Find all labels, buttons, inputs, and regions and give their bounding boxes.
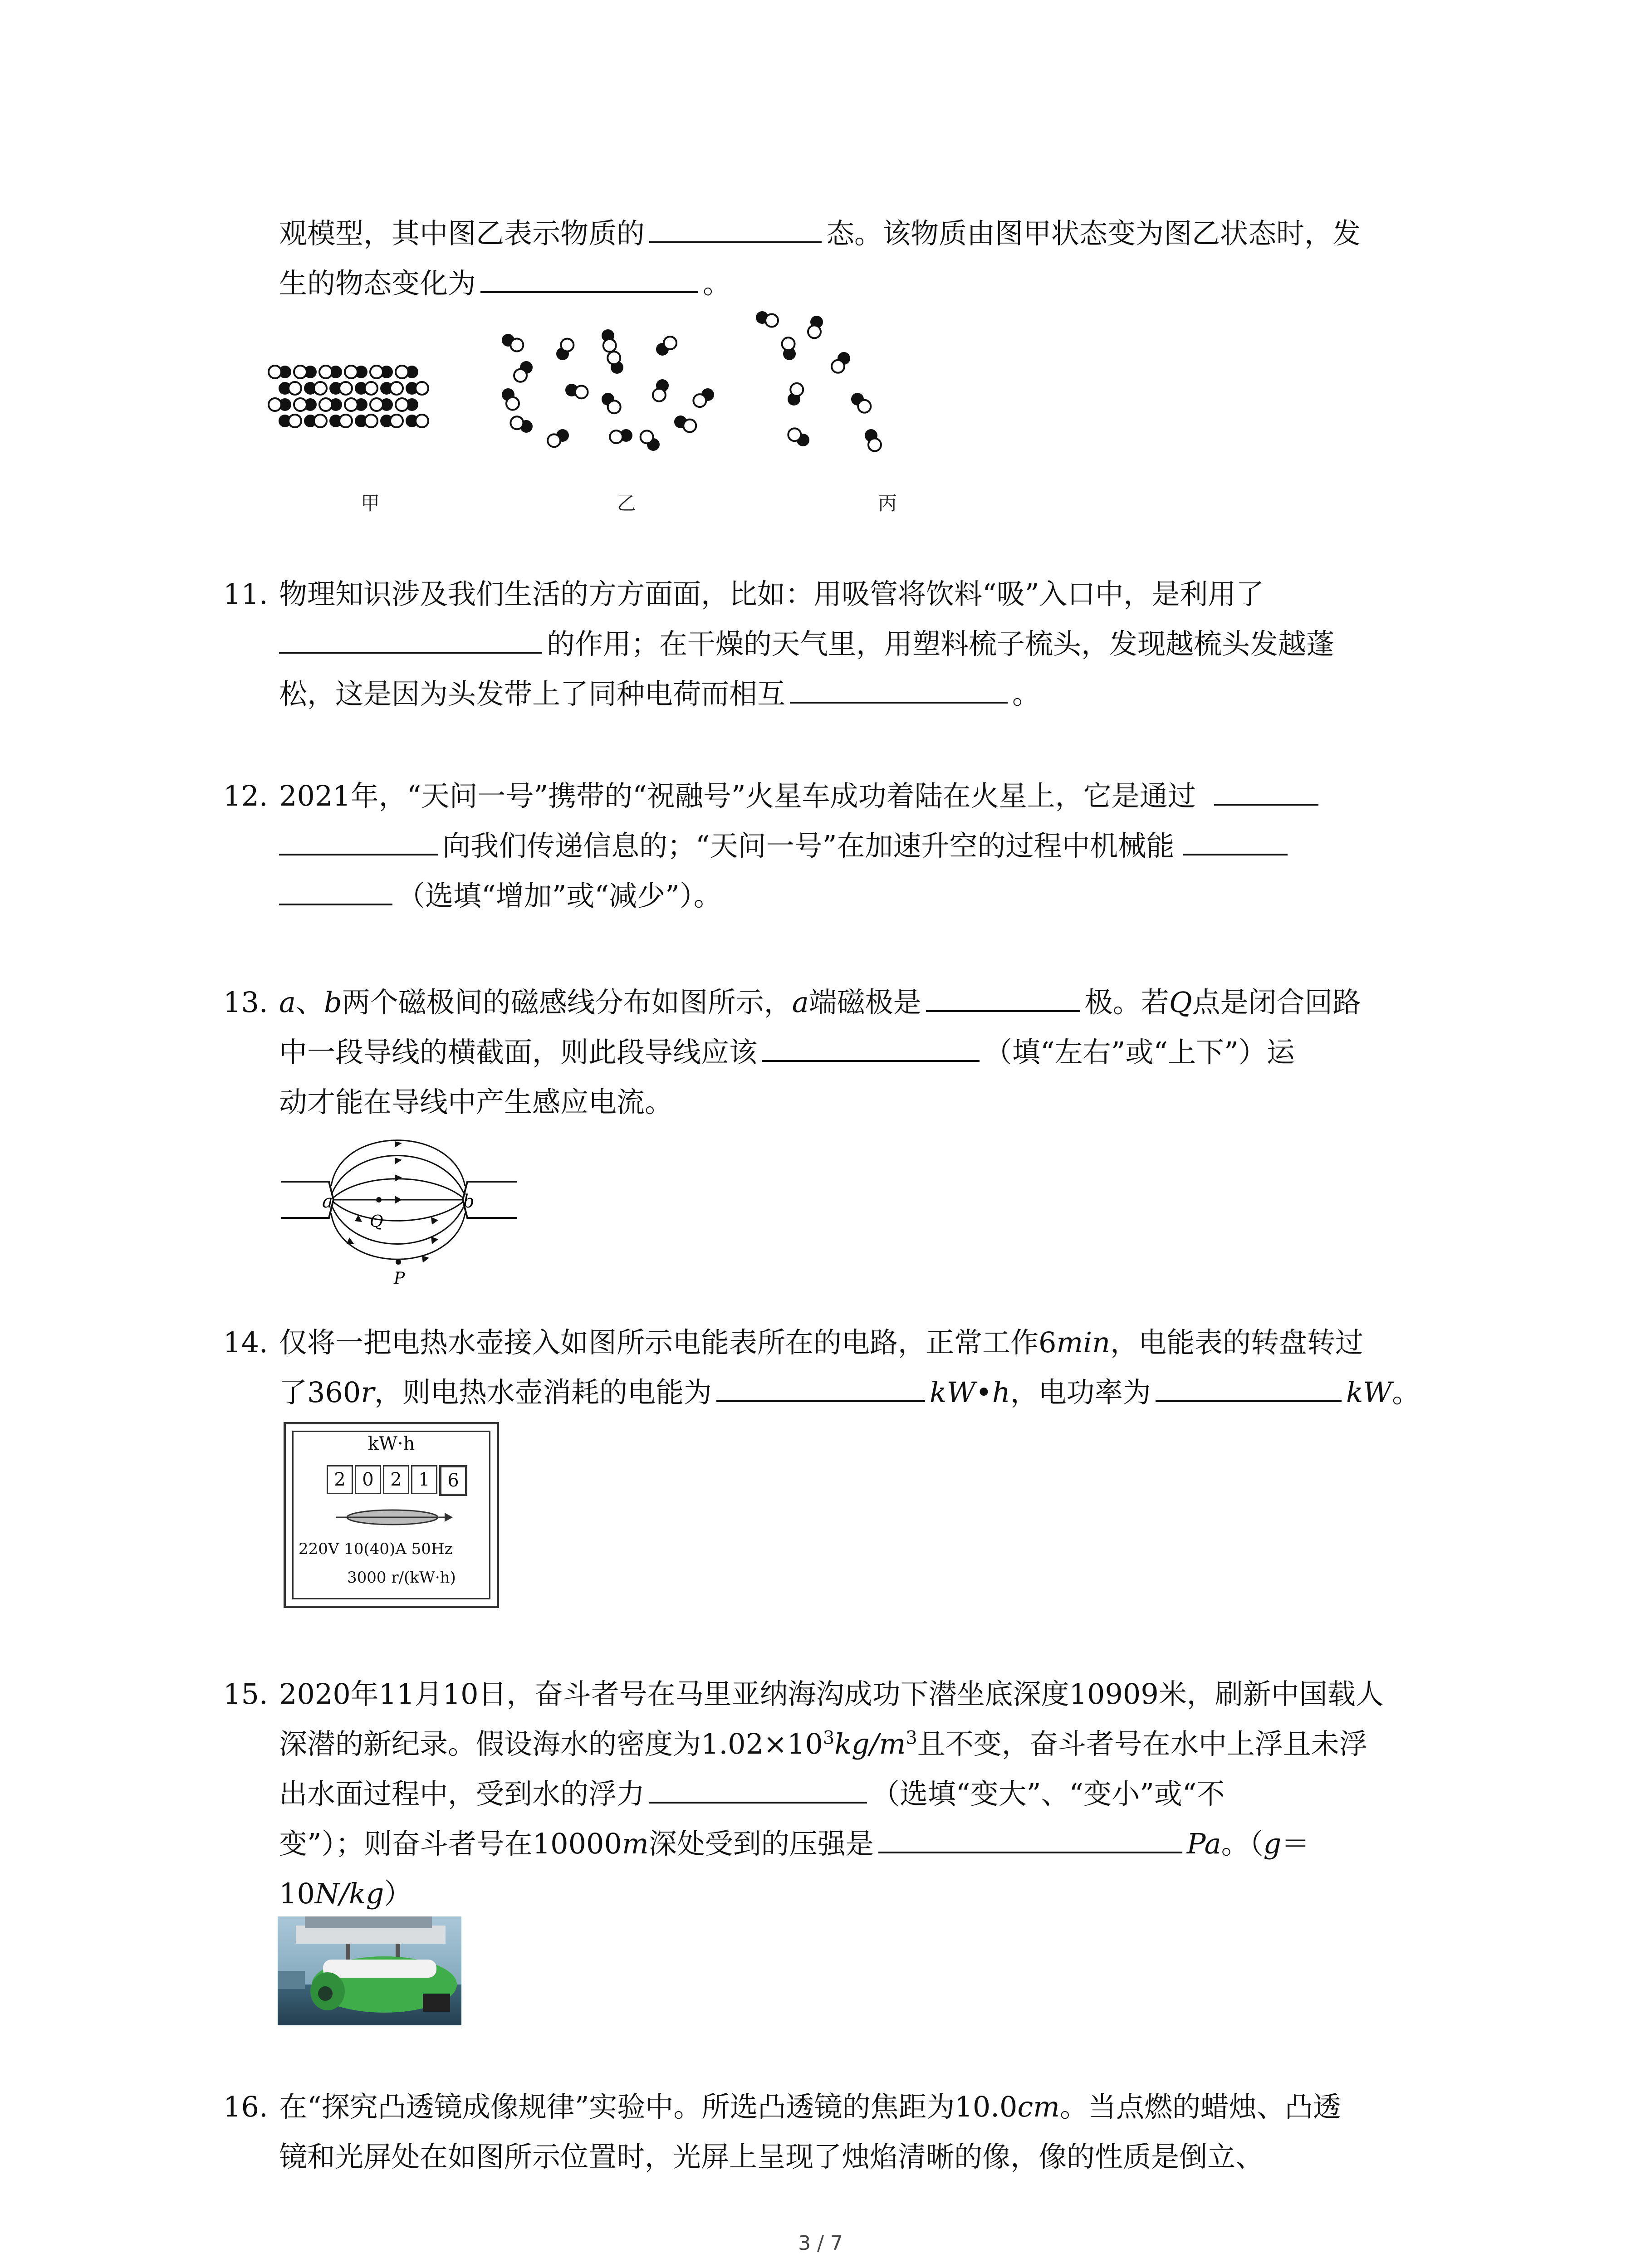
q14-line-1: 仅将一把电热水壶接入如图所示电能表所在的电路，正常工作6min，电能表的转盘转过 [279,1326,1364,1359]
magnetic-field-figure [281,1129,517,1288]
q14-line-2: 了360r，则电热水壶消耗的电能为 kW•h，电功率为 kW。 [279,1368,1420,1418]
q12-line-3: （选填“增加”或“减少”）。 [279,871,722,921]
caption-jia: 甲 [361,492,380,514]
meter-disc-icon [336,1506,454,1529]
q14-blank-2[interactable] [1156,1369,1342,1402]
meter-rating: 220V 10(40)A 50Hz [299,1540,453,1558]
caption-bing: 丙 [878,492,897,514]
meter-digits [327,1465,469,1496]
q15-line-5: 10N/kg） [279,1877,412,1910]
q14-number: 14. [223,1326,268,1359]
label-q: Q [370,1212,383,1231]
caption-yi: 乙 [617,492,637,514]
q11-blank-1[interactable] [279,620,542,654]
q12-blank-2b[interactable] [279,872,392,905]
molecule-figure [272,308,998,499]
meter-unit: kW·h [367,1433,415,1454]
q12-line-1: 2021年，“天问一号”携带的“祝融号”火星车成功着陆在火星上，它是通过 [279,771,1323,821]
q12-line-2: 向我们传递信息的；“天问一号”在加速升空的过程中机械能 [279,821,1292,871]
page-number: 3 / 7 [798,2232,843,2255]
q15-line-4: 变”）；则奋斗者号在10000m深处受到的压强是 Pa。（g＝ [279,1819,1309,1869]
q15-line-1: 2020年11月10日，奋斗者号在马里亚纳海沟成功下潜坐底深度10909米，刷新中国载人 [279,1677,1384,1711]
q10-line-2: 生的物态变化为 。 [279,259,731,308]
q11-line-1: 物理知识涉及我们生活的方方面面，比如：用吸管将饮料“吸”入口中，是利用了 [279,577,1264,611]
q12-blank-2a[interactable] [1183,822,1288,855]
q12-blank-1a[interactable] [1214,772,1318,806]
q13-blank-1[interactable] [926,978,1080,1012]
q15-number: 15. [223,1677,268,1711]
gas-state-diagram [756,311,881,451]
meter-digit: 1 [411,1465,437,1494]
q11-line-2: 的作用；在干燥的天气里，用塑料梳子梳头，发现越梳头发越蓬 [279,619,1334,669]
meter-digit-decimal: 6 [439,1465,467,1496]
meter-constant: 3000 r/(kW·h) [347,1569,456,1587]
q15-blank-1[interactable] [649,1770,867,1804]
electricity-meter [284,1422,499,1608]
q16-number: 16. [223,2090,268,2123]
q10-blank-1[interactable] [649,210,822,243]
q13-blank-2[interactable] [762,1028,980,1062]
q13-line-3: 动才能在导线中产生感应电流。 [279,1085,673,1119]
q15-line-2: 深潜的新纪录。假设海水的密度为$1.02\times 10^3kg/m^3$且不变，奋斗者号在水中上浮且未浮 [279,1727,1367,1760]
q16-line-2: 镜和光屏处在如图所示位置时，光屏上呈现了烛焰清晰的像，像的性质是倒立、 [279,2140,1264,2173]
q15-blank-2[interactable] [878,1820,1182,1853]
q13-line-1: a、b两个磁极间的磁感线分布如图所示，a端磁极是 极。若Q点是闭合回路 [279,978,1361,1027]
q14-blank-1[interactable] [716,1369,925,1402]
q10-blank-2[interactable] [480,259,698,293]
label-p: P [394,1269,405,1288]
q10-line-1: 观模型，其中图乙表示物质的 态。该物质由图甲状态变为图乙状态时，发 [279,209,1361,259]
label-b: b [463,1191,475,1212]
meter-digit: 0 [355,1465,381,1494]
q13-number: 13. [223,986,268,1019]
label-a: a [322,1191,333,1212]
q11-line-3: 松，这是因为头发带上了同种电荷而相互 。 [279,669,1040,719]
q16-line-1: 在“探究凸透镜成像规律”实验中。所选凸透镜的焦距为10.0cm。当点燃的蜡烛、凸透 [279,2090,1341,2123]
meter-digit: 2 [327,1465,353,1494]
liquid-state-diagram [502,329,714,451]
q13-line-2: 中一段导线的横截面，则此段导线应该 （填“左右”或“上下”）运 [279,1027,1295,1077]
q12-blank-1b[interactable] [279,822,438,855]
q15-line-3: 出水面过程中，受到水的浮力 （选填“变大”、“变小”或“不 [279,1769,1225,1819]
submersible-photo [278,1916,461,2025]
point-p [396,1259,401,1265]
point-q [376,1197,382,1202]
meter-digit: 2 [383,1465,409,1494]
solid-state-diagram [269,366,428,427]
q11-blank-2[interactable] [790,670,1008,704]
q11-number: 11. [223,577,268,611]
q12-number: 12. [223,779,268,812]
